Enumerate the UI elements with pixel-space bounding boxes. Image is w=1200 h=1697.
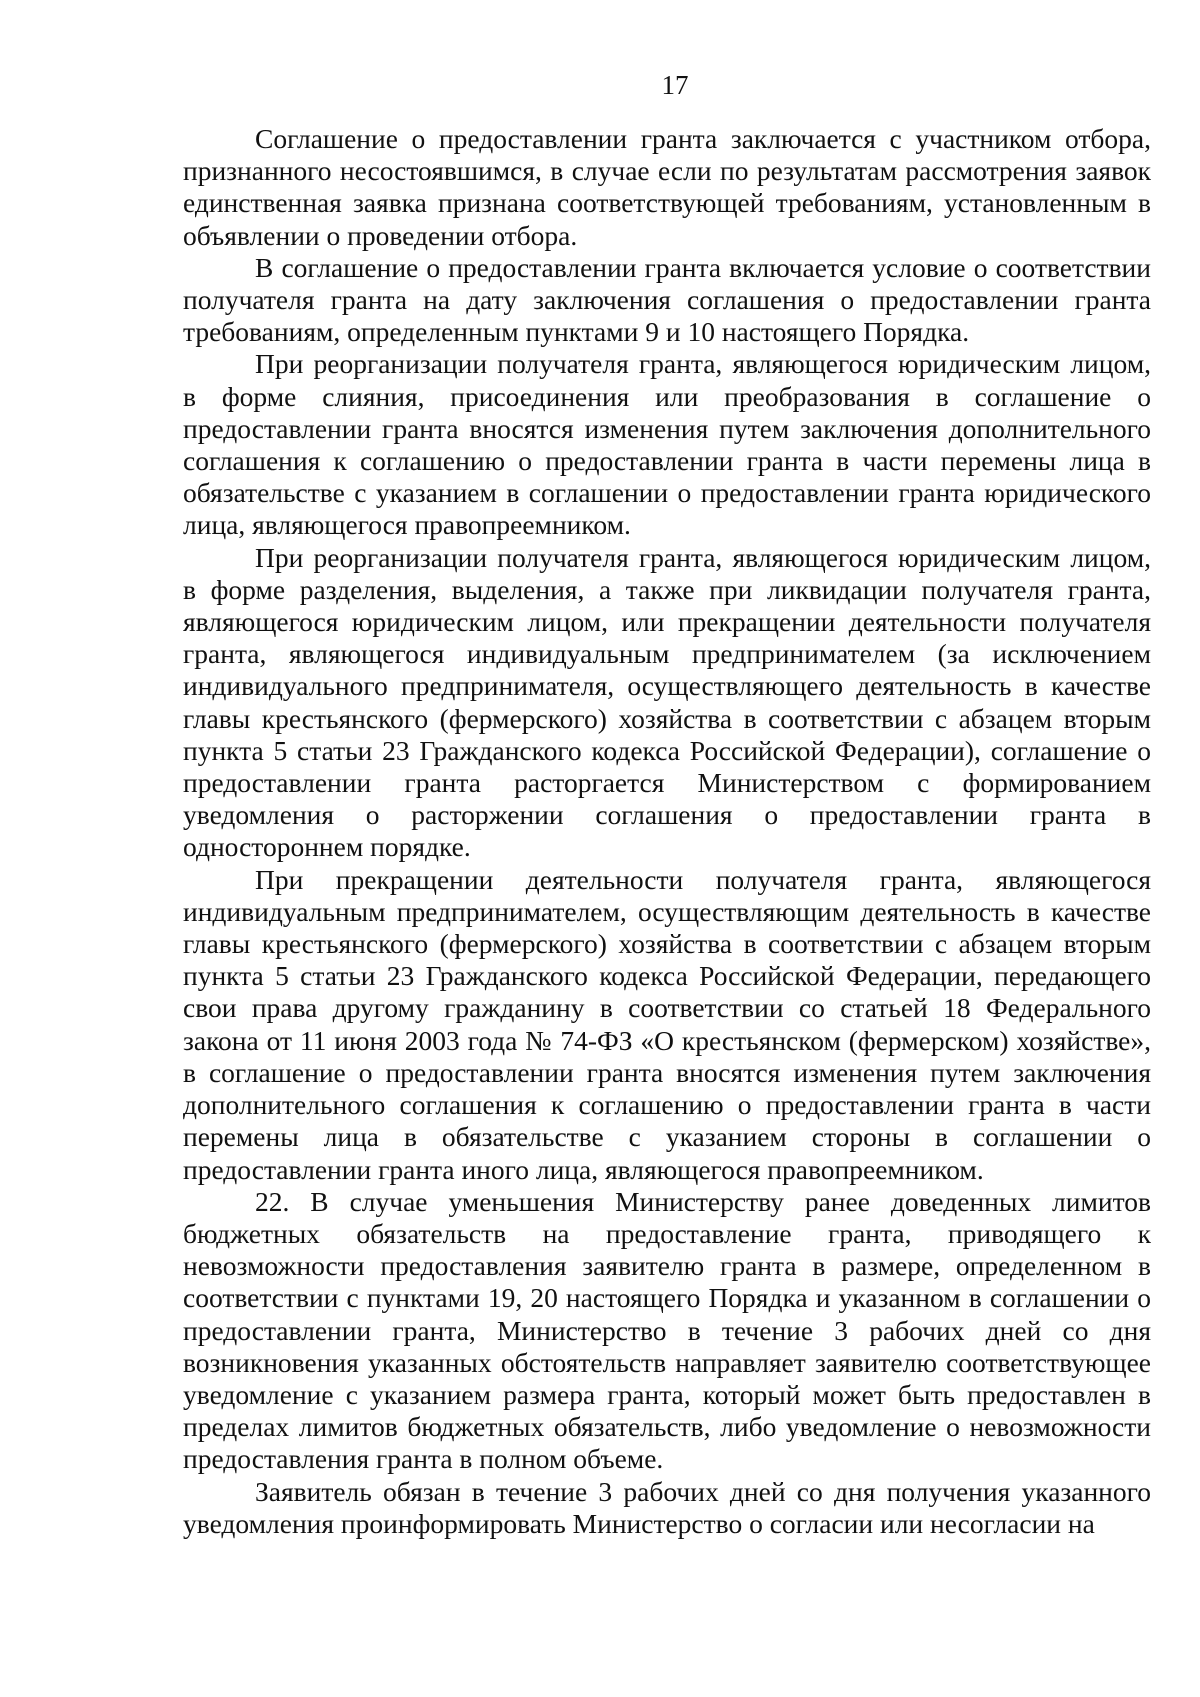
paragraph: В соглашение о предоставлении гранта включается условие о соответствии получателя гранта на дату заключения соглашения о предоставлении гранта требованиям, определенным пунктами 9 и 10 настоящего Порядка. <box>183 251 1151 348</box>
paragraph: Соглашение о предоставлении гранта заключается с участником отбора, признанного несостоявшимся, в случае если по результатам рассмотрения заявок единственная заявка признана соответствующей требованиям, установленным в объявлении о проведении отбора. <box>183 123 1151 251</box>
paragraph: При реорганизации получателя гранта, являющегося юридическим лицом, в форме слияния, присоединения или преобразования в соглашение о предоставлении гранта вносятся изменения путем заключения дополнительного соглашения к соглашению о предоставлении гранта в части перемены лица в обязательстве с указанием в соглашении о предоставлении гранта юридического лица, являющегося правопреемником. <box>183 348 1151 541</box>
paragraph: При прекращении деятельности получателя гранта, являющегося индивидуальным предпринимателем, осуществляющим деятельность в качестве главы крестьянского (фермерского) хозяйства в соответствии с абзацем вторым пункта 5 статьи 23 Гражданского кодекса Российской Федерации, передающего свои права другому гражданину в соответствии со статьей 18 Федерального закона от 11 июня 2003 года № 74-ФЗ «О крестьянском (фермерском) хозяйстве», в соглашение о предоставлении гранта вносятся изменения путем заключения дополнительного соглашения к соглашению о предоставлении гранта в части перемены лица в обязательстве с указанием стороны в соглашении о предоставлении гранта иного лица, являющегося правопреемником. <box>183 863 1151 1185</box>
paragraph: Заявитель обязан в течение 3 рабочих дней со дня получения указанного уведомления проинформировать Министерство о согласии или несогласии на <box>183 1475 1151 1539</box>
paragraph: При реорганизации получателя гранта, являющегося юридическим лицом, в форме разделения, выделения, а также при ликвидации получателя гранта, являющегося юридическим лицом, или прекращении деятельности получателя гранта, являющегося индивидуальным предпринимателем (за исключением индивидуального предпринимателя, осуществляющего деятельность в качестве главы крестьянского (фермерского) хозяйства в соответствии с абзацем вторым пункта 5 статьи 23 Гражданского кодекса Российской Федерации), соглашение о предоставлении гранта расторгается Министерством с формированием уведомления о расторжении соглашения о предоставлении гранта в одностороннем порядке. <box>183 541 1151 863</box>
document-body <box>183 123 1151 1540</box>
page-number: 17 <box>661 70 689 100</box>
paragraph: 22. В случае уменьшения Министерству ранее доведенных лимитов бюджетных обязательств на предоставление гранта, приводящего к невозможности предоставления заявителю гранта в размере, определенном в соответствии с пунктами 19, 20 настоящего Порядка и указанном в соглашении о предоставлении гранта, Министерство в течение 3 рабочих дней со дня возникновения указанных обстоятельств направляет заявителю соответствующее уведомление с указанием размера гранта, который может быть предоставлен в пределах лимитов бюджетных обязательств, либо уведомление о невозможности предоставления гранта в полном объеме. <box>183 1185 1151 1475</box>
